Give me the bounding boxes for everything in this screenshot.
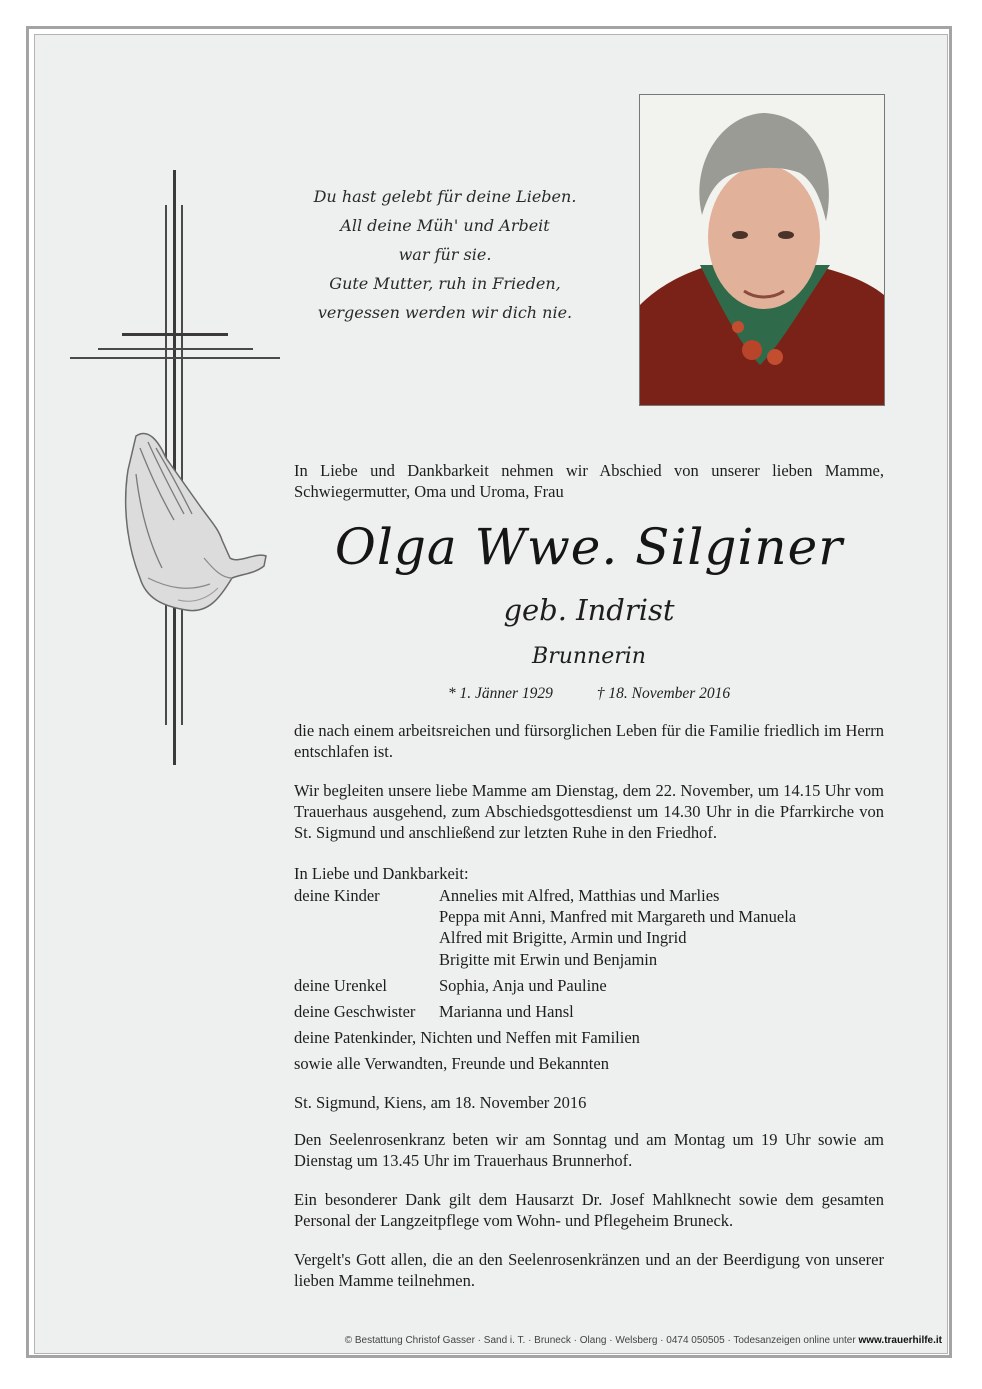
paragraph-thanks: Ein besonderer Dank gilt dem Hausarzt Dr. Josef Mahlknecht sowie dem gesamten Personal der Langzeitpflege vom Wohn- und Pflegeheim Bruneck. [294, 1190, 884, 1230]
place-date: St. Sigmund, Kiens, am 18. November 2016 [294, 1093, 587, 1112]
maiden-name: geb. Indrist [503, 593, 675, 627]
paragraph-funeral: Wir begleiten unsere liebe Mamme am Dienstag, dem 22. November, um 14.15 Uhr vom Trauerhaus ausgehend, zum Abschiedsgottesdienst um 14.30 Uhr in die Pfarrkirche von St. Sigmund und anschließend zur letzten Ruhe in den Friedhof. [294, 781, 884, 842]
footer-link[interactable]: www.trauerhilfe.it [858, 1335, 942, 1346]
children-line: Annelies mit Alfred, Matthias und Marlies [439, 886, 720, 905]
deceased-name: Olga Wwe. Silginer [334, 518, 844, 576]
life-dates [294, 683, 884, 705]
footer [40, 1335, 942, 1346]
poem-line: war für sie. [398, 245, 492, 264]
siblings: Marianna und Hansl [439, 1002, 574, 1021]
poem-line: vergessen werden wir dich nie. [317, 303, 573, 322]
poem-line: Du hast gelebt für deine Lieben. [313, 187, 577, 206]
paragraph-rosary: Den Seelenrosenkranz beten wir am Sonntag und am Montag um 19 Uhr sowie am Dienstag um 13.45 Uhr im Trauerhaus Brunnerhof. [294, 1130, 884, 1170]
farm-name: Brunnerin [532, 644, 646, 669]
poem-line: All deine Müh' und Arbeit [340, 216, 550, 235]
children-label: deine Kinder [294, 886, 380, 905]
great-grandchildren-label: deine Urenkel [294, 976, 387, 995]
birth-date: * 1. Jänner 1929 [447, 685, 553, 702]
family-heading: In Liebe und Dankbarkeit: [294, 864, 469, 883]
praying-hands-icon [118, 428, 270, 618]
paragraph-gratitude: Vergelt's Gott allen, die an den Seelenrosenkränzen und an der Beerdigung von unserer lieben Mamme teilnehmen. [294, 1250, 884, 1290]
godchildren-line: deine Patenkinder, Nichten und Neffen mit Familien [294, 1028, 640, 1047]
children-line: Brigitte mit Erwin und Benjamin [439, 950, 658, 969]
siblings-label: deine Geschwister [294, 1002, 416, 1021]
paragraph-passing: die nach einem arbeitsreichen und fürsorglichen Leben für die Familie friedlich im Herrn entschlafen ist. [294, 721, 884, 761]
intro-text: In Liebe und Dankbarkeit nehmen wir Abschied von unserer lieben Mamme, Schwiegermutter, Oma und Uroma, Frau [294, 461, 884, 501]
death-date: † 18. November 2016 [596, 685, 731, 702]
poem-line: Gute Mutter, ruh in Frieden, [329, 274, 561, 293]
footer-text: © Bestattung Christof Gasser · Sand i. T. · Bruneck · Olang · Welsberg · 0474 050505 · Todesanzeigen online unter [344, 1335, 856, 1346]
great-grandchildren: Sophia, Anja und Pauline [439, 976, 607, 995]
children-line: Alfred mit Brigitte, Armin und Ingrid [439, 928, 687, 947]
children-line: Peppa mit Anni, Manfred mit Margareth und Manuela [439, 907, 797, 926]
poem [300, 182, 590, 327]
relatives-line: sowie alle Verwandten, Freunde und Bekannten [294, 1054, 609, 1073]
portrait-photo [639, 94, 885, 406]
